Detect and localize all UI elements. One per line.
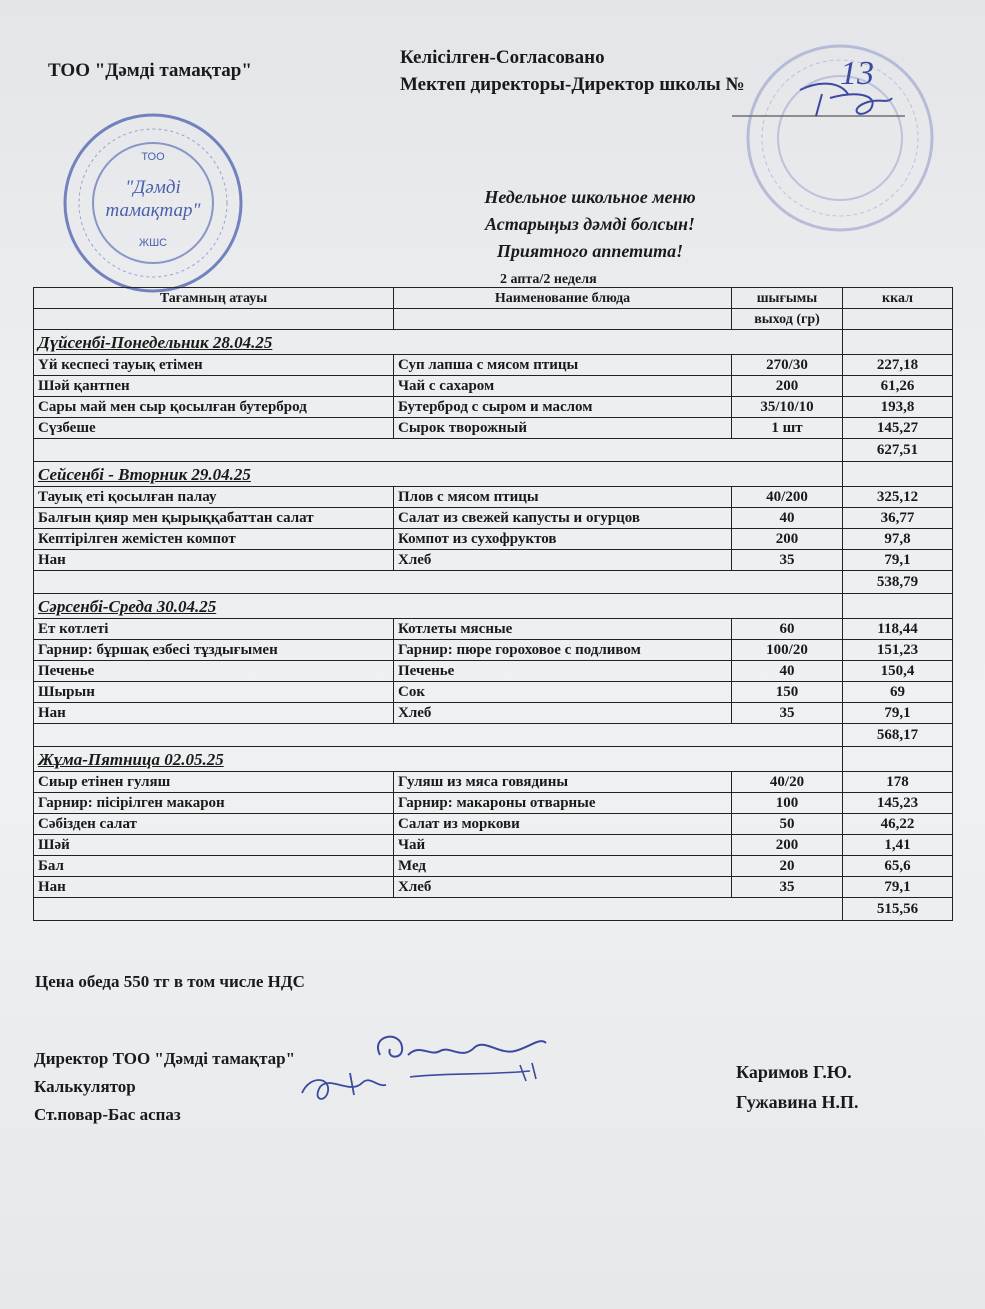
menu-item-row bbox=[34, 703, 953, 724]
approval-title: Келісілген-Согласовано bbox=[400, 47, 605, 68]
dish-name-kz: Бал bbox=[34, 856, 394, 877]
svg-text:ТОО: ТОО bbox=[141, 151, 165, 163]
signature-labels bbox=[34, 1045, 295, 1129]
dish-name-ru: Гарнир: пюре гороховое с подливом bbox=[394, 640, 732, 661]
dish-name-ru: Печенье bbox=[394, 661, 732, 682]
dish-name-ru: Хлеб bbox=[394, 703, 732, 724]
svg-text:ЖШС: ЖШС bbox=[138, 237, 168, 249]
dish-name-kz: Сиыр етінен гуляш bbox=[34, 772, 394, 793]
day-total-kcal: 627,51 bbox=[843, 439, 953, 462]
director-name: Каримов Г.Ю. bbox=[736, 1062, 852, 1082]
dish-name-ru: Гарнир: макароны отварные bbox=[394, 793, 732, 814]
day-total-kcal: 568,17 bbox=[843, 724, 953, 747]
svg-text:"Дәмді: "Дәмді bbox=[125, 177, 181, 198]
dish-name-kz: Шәй қантпен bbox=[34, 376, 394, 397]
menu-table bbox=[33, 287, 953, 921]
lunch-price-note: Цена обеда 550 тг в том числе НДС bbox=[35, 972, 305, 991]
dish-name-ru: Чай bbox=[394, 835, 732, 856]
dish-output: 35 bbox=[732, 877, 843, 898]
table-header-row-2 bbox=[34, 309, 953, 330]
menu-item-row bbox=[34, 793, 953, 814]
menu-greeting-ru: Приятного аппетита! bbox=[496, 241, 684, 261]
svg-text:тамақтар": тамақтар" bbox=[105, 200, 201, 221]
dish-kcal: 325,12 bbox=[843, 487, 953, 508]
dish-name-kz: Нан bbox=[34, 550, 394, 571]
signature-names bbox=[736, 1057, 859, 1117]
day-header-row bbox=[34, 330, 953, 355]
handwritten-signatures bbox=[290, 1025, 560, 1110]
day-header-row bbox=[34, 462, 953, 487]
dish-kcal: 97,8 bbox=[843, 529, 953, 550]
menu-item-row bbox=[34, 619, 953, 640]
col-header-kcal: ккал bbox=[843, 288, 953, 309]
dish-output: 270/30 bbox=[732, 355, 843, 376]
dish-name-ru: Плов с мясом птицы bbox=[394, 487, 732, 508]
dish-output: 40/200 bbox=[732, 487, 843, 508]
dish-name-ru: Сырок творожный bbox=[394, 418, 732, 439]
menu-item-row bbox=[34, 376, 953, 397]
dish-output: 200 bbox=[732, 835, 843, 856]
dish-name-ru: Суп лапша с мясом птицы bbox=[394, 355, 732, 376]
dish-kcal: 79,1 bbox=[843, 703, 953, 724]
dish-kcal: 61,26 bbox=[843, 376, 953, 397]
signature-label-calculator: Калькулятор bbox=[34, 1077, 136, 1096]
dish-output: 150 bbox=[732, 682, 843, 703]
dish-output: 35 bbox=[732, 703, 843, 724]
dish-name-ru: Гуляш из мяса говядины bbox=[394, 772, 732, 793]
dish-output: 200 bbox=[732, 376, 843, 397]
week-label: 2 апта/2 неделя bbox=[500, 272, 597, 287]
menu-item-row bbox=[34, 835, 953, 856]
day-total-kcal: 515,56 bbox=[843, 898, 953, 921]
dish-output: 60 bbox=[732, 619, 843, 640]
approval-block bbox=[400, 44, 745, 98]
table-header-row bbox=[34, 288, 953, 309]
dish-name-ru: Мед bbox=[394, 856, 732, 877]
menu-item-row bbox=[34, 877, 953, 898]
day-header-row bbox=[34, 594, 953, 619]
dish-kcal: 79,1 bbox=[843, 877, 953, 898]
col-header-kz: Тағамның атауы bbox=[34, 288, 394, 309]
dish-output: 1 шт bbox=[732, 418, 843, 439]
col-header-ru: Наименование блюда bbox=[394, 288, 732, 309]
dish-kcal: 178 bbox=[843, 772, 953, 793]
menu-item-row bbox=[34, 397, 953, 418]
menu-item-row bbox=[34, 856, 953, 877]
day-total-row bbox=[34, 439, 953, 462]
dish-name-kz: Ет котлеті bbox=[34, 619, 394, 640]
dish-name-ru: Салат из свежей капусты и огурцов bbox=[394, 508, 732, 529]
dish-name-kz: Печенье bbox=[34, 661, 394, 682]
dish-name-kz: Шәй bbox=[34, 835, 394, 856]
dish-kcal: 193,8 bbox=[843, 397, 953, 418]
menu-item-row bbox=[34, 487, 953, 508]
dish-name-kz: Гарнир: пісірілген макарон bbox=[34, 793, 394, 814]
dish-kcal: 151,23 bbox=[843, 640, 953, 661]
dish-name-ru: Чай с сахаром bbox=[394, 376, 732, 397]
dish-output: 40 bbox=[732, 661, 843, 682]
menu-item-row bbox=[34, 355, 953, 376]
menu-greeting-kz: Астарыңыз дәмді болсын! bbox=[485, 214, 695, 234]
company-name: ТОО "Дәмді тамақтар" bbox=[48, 60, 252, 81]
day-title: Сейсенбі - Вторник 29.04.25 bbox=[34, 462, 843, 487]
day-total-row bbox=[34, 724, 953, 747]
day-total-row bbox=[34, 571, 953, 594]
dish-name-kz: Гарнир: бұршақ езбесі тұздығымен bbox=[34, 640, 394, 661]
menu-item-row bbox=[34, 682, 953, 703]
dish-name-kz: Тауық еті қосылған палау bbox=[34, 487, 394, 508]
col-header-output-unit: выход (гр) bbox=[732, 309, 843, 330]
dish-kcal: 145,27 bbox=[843, 418, 953, 439]
dish-name-kz: Үй кеспесі тауық етімен bbox=[34, 355, 394, 376]
dish-name-kz: Сүзбеше bbox=[34, 418, 394, 439]
menu-item-row bbox=[34, 529, 953, 550]
dish-kcal: 1,41 bbox=[843, 835, 953, 856]
col-header-output: шығымы bbox=[732, 288, 843, 309]
menu-table-body bbox=[34, 330, 953, 921]
school-number-handwritten: 13 bbox=[840, 55, 874, 92]
dish-output: 35 bbox=[732, 550, 843, 571]
dish-name-kz: Сары май мен сыр қосылған бутерброд bbox=[34, 397, 394, 418]
dish-name-ru: Хлеб bbox=[394, 877, 732, 898]
dish-output: 40 bbox=[732, 508, 843, 529]
company-stamp bbox=[58, 108, 248, 298]
dish-name-kz: Балғын қияр мен қырыққабаттан салат bbox=[34, 508, 394, 529]
dish-name-ru: Котлеты мясные bbox=[394, 619, 732, 640]
dish-output: 40/20 bbox=[732, 772, 843, 793]
dish-name-ru: Сок bbox=[394, 682, 732, 703]
dish-name-ru: Бутерброд с сыром и маслом bbox=[394, 397, 732, 418]
dish-output: 200 bbox=[732, 529, 843, 550]
dish-name-ru: Салат из моркови bbox=[394, 814, 732, 835]
dish-name-kz: Нан bbox=[34, 703, 394, 724]
menu-item-row bbox=[34, 772, 953, 793]
dish-name-kz: Сәбізден салат bbox=[34, 814, 394, 835]
dish-name-kz: Шырын bbox=[34, 682, 394, 703]
dish-output: 35/10/10 bbox=[732, 397, 843, 418]
dish-name-ru: Компот из сухофруктов bbox=[394, 529, 732, 550]
menu-item-row bbox=[34, 814, 953, 835]
dish-kcal: 150,4 bbox=[843, 661, 953, 682]
dish-kcal: 227,18 bbox=[843, 355, 953, 376]
dish-kcal: 46,22 bbox=[843, 814, 953, 835]
dish-name-kz: Кептірілген жемістен компот bbox=[34, 529, 394, 550]
dish-name-ru: Хлеб bbox=[394, 550, 732, 571]
approval-director: Мектеп директоры-Директор школы № bbox=[400, 74, 745, 95]
dish-output: 100/20 bbox=[732, 640, 843, 661]
dish-name-kz: Нан bbox=[34, 877, 394, 898]
signature-label-director: Директор ТОО "Дәмді тамақтар" bbox=[34, 1049, 296, 1068]
chef-name: Гужавина Н.П. bbox=[736, 1092, 859, 1112]
dish-kcal: 36,77 bbox=[843, 508, 953, 529]
dish-kcal: 69 bbox=[843, 682, 953, 703]
menu-item-row bbox=[34, 418, 953, 439]
menu-title-block bbox=[380, 184, 800, 265]
day-total-kcal: 538,79 bbox=[843, 571, 953, 594]
dish-kcal: 65,6 bbox=[843, 856, 953, 877]
day-title: Дүйсенбі-Понедельник 28.04.25 bbox=[34, 330, 843, 355]
dish-kcal: 79,1 bbox=[843, 550, 953, 571]
menu-title: Недельное школьное меню bbox=[484, 187, 696, 207]
day-total-row bbox=[34, 898, 953, 921]
signature-label-chef: Ст.повар-Бас аспаз bbox=[34, 1105, 181, 1124]
day-header-row bbox=[34, 747, 953, 772]
menu-item-row bbox=[34, 661, 953, 682]
menu-item-row bbox=[34, 508, 953, 529]
menu-item-row bbox=[34, 640, 953, 661]
dish-output: 50 bbox=[732, 814, 843, 835]
menu-item-row bbox=[34, 550, 953, 571]
dish-output: 100 bbox=[732, 793, 843, 814]
dish-kcal: 145,23 bbox=[843, 793, 953, 814]
day-title: Сәрсенбі-Среда 30.04.25 bbox=[34, 594, 843, 619]
day-title: Жұма-Пятница 02.05.25 bbox=[34, 747, 843, 772]
dish-kcal: 118,44 bbox=[843, 619, 953, 640]
dish-output: 20 bbox=[732, 856, 843, 877]
